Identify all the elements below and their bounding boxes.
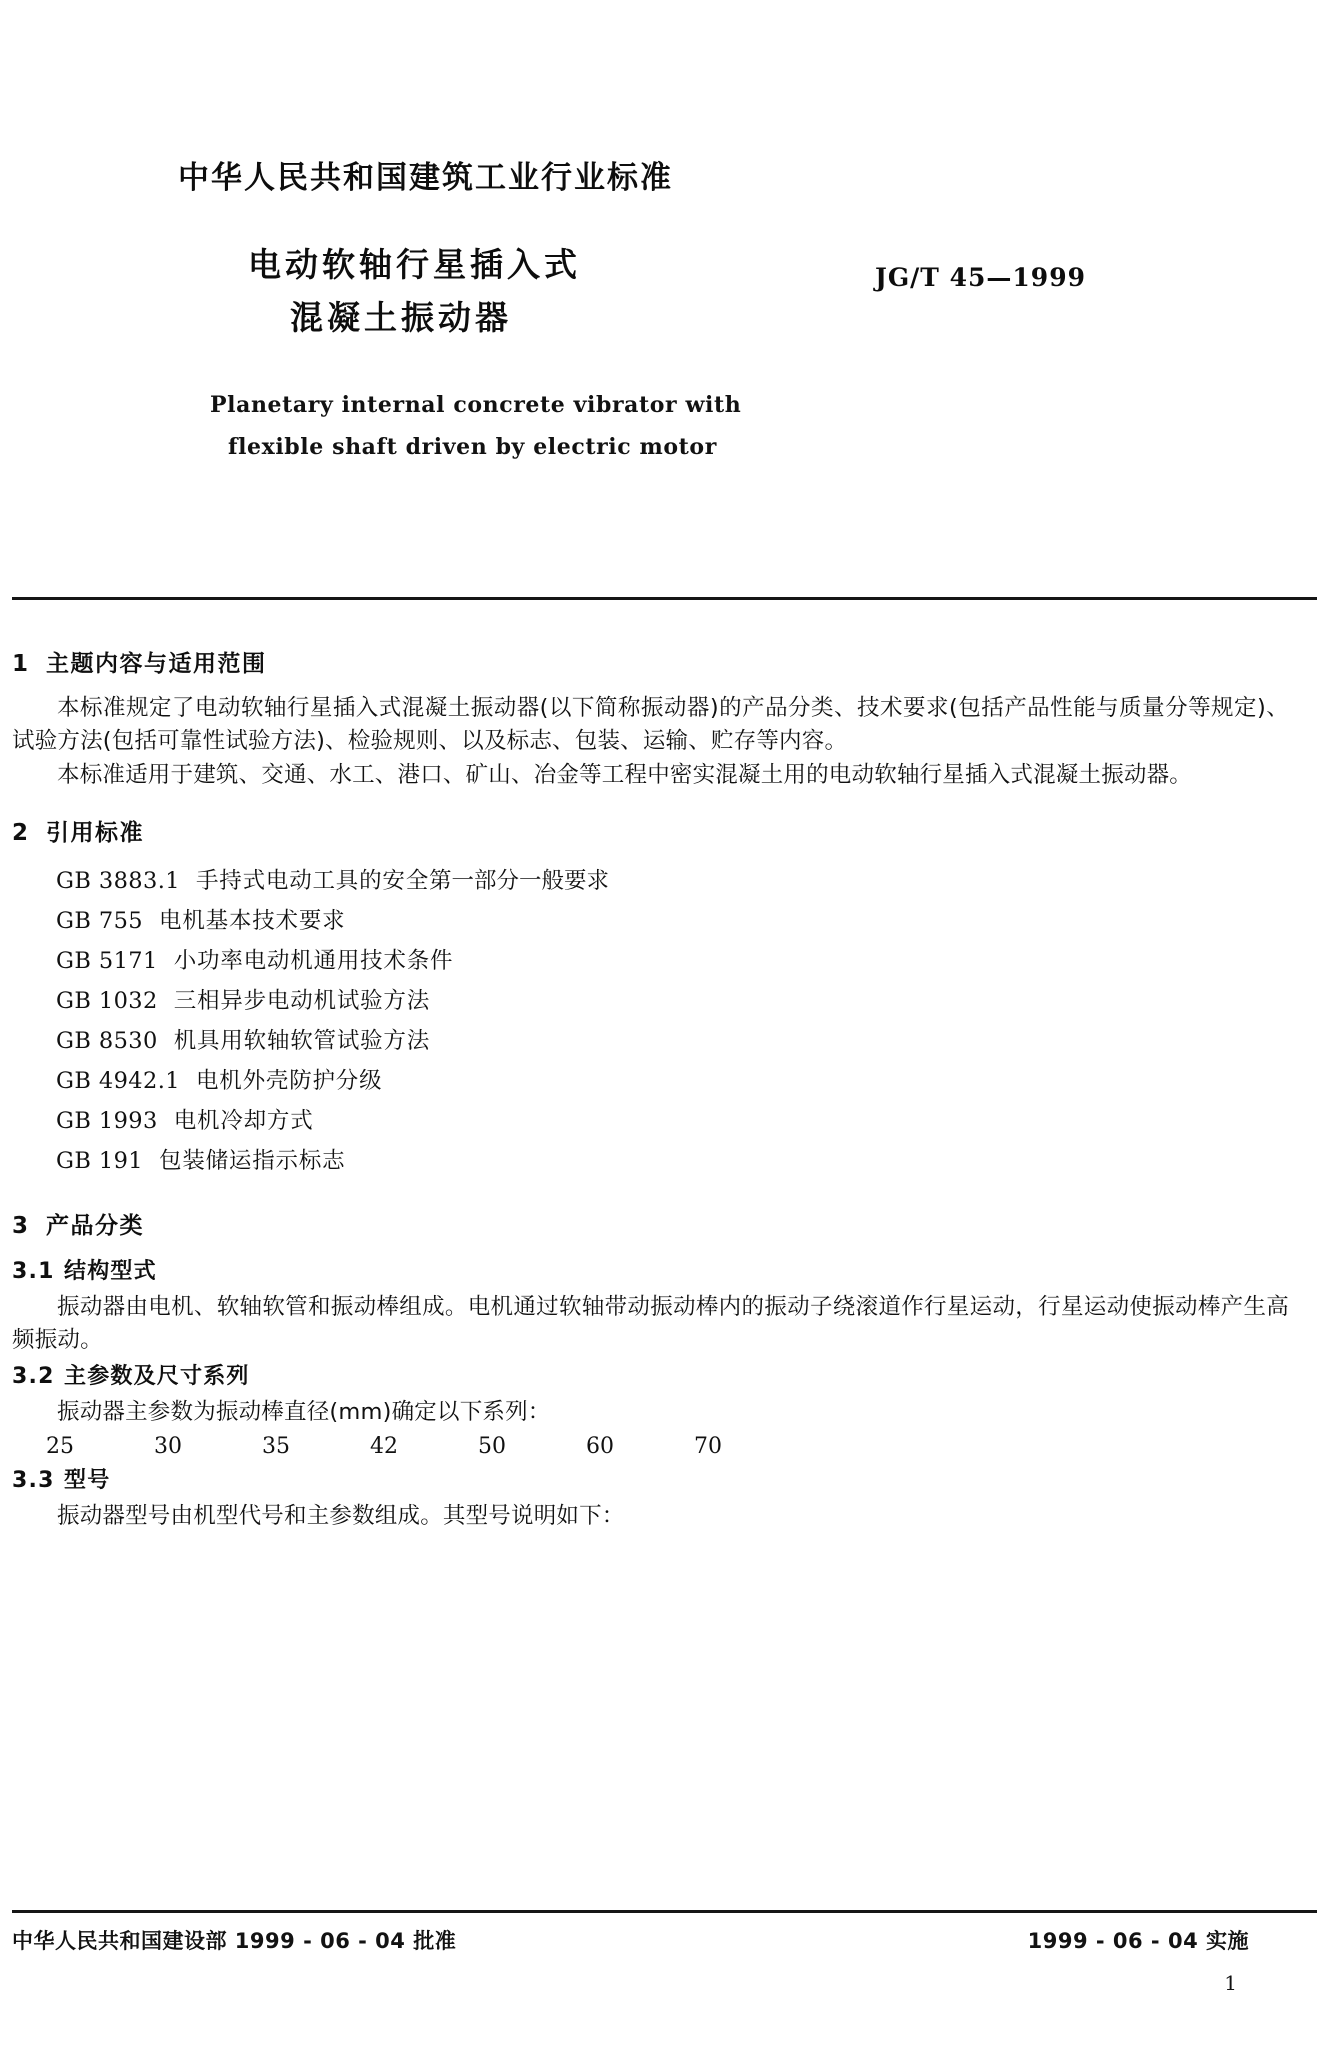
reference-item <box>56 941 1329 981</box>
page-footer <box>0 1925 1329 2025</box>
reference-code: GB 755 <box>56 907 144 934</box>
document-title-line2: 混凝土振动器 <box>290 297 512 337</box>
document-title-line1: 电动软轴行星插入式 <box>248 245 581 285</box>
title-row <box>0 239 1329 369</box>
diameter-value: 25 <box>46 1434 74 1460</box>
reference-code: GB 8530 <box>56 1028 158 1055</box>
section-3-3-number: 3.3 <box>12 1468 55 1494</box>
english-title-line1: Planetary internal concrete vibrator with <box>210 392 742 419</box>
diameter-value: 50 <box>478 1434 506 1460</box>
reference-item <box>56 1101 1329 1141</box>
diameter-value: 42 <box>370 1434 398 1460</box>
english-title-line2: flexible shaft driven by electric motor <box>228 433 717 460</box>
referenced-standards-list <box>0 861 1329 1181</box>
reference-part: 第一部分 <box>429 867 520 894</box>
section-3-heading <box>12 1207 1329 1240</box>
reference-name: 电机冷却方式 <box>173 1108 314 1135</box>
section-3-2-heading <box>12 1359 1329 1390</box>
section-3-2-paragraph: 振动器主参数为振动棒直径(mm)确定以下系列： <box>57 1398 551 1425</box>
reference-item <box>56 901 1329 941</box>
section-3-3-heading <box>12 1463 1329 1494</box>
reference-item <box>56 1021 1329 1061</box>
section-3-number: 3 <box>12 1213 30 1240</box>
reference-code: GB 4942.1 <box>56 1068 180 1095</box>
reference-item <box>56 1061 1329 1101</box>
section-2-title: 引用标准 <box>46 819 144 846</box>
section-3-3-paragraph: 振动器型号由机型代号和主参数组成。其型号说明如下： <box>57 1503 625 1530</box>
reference-extra: 一般要求 <box>519 867 610 894</box>
diameter-value: 35 <box>262 1434 290 1460</box>
section-1-heading <box>12 645 1329 678</box>
reference-item <box>56 981 1329 1021</box>
diameter-value: 70 <box>694 1434 722 1460</box>
reference-name: 三相异步电动机试验方法 <box>173 988 431 1015</box>
implementation-date: 1999 - 06 - 04 实施 <box>1027 1929 1249 1953</box>
diameter-value: 60 <box>586 1434 614 1460</box>
section-3-1-title: 结构型式 <box>64 1259 157 1285</box>
diameter-series-row <box>0 1434 1329 1459</box>
diameter-value: 30 <box>154 1434 182 1460</box>
national-standard-header: 中华人民共和国建筑工业行业标准 <box>178 160 673 196</box>
section-1-title: 主题内容与适用范围 <box>46 651 267 677</box>
approval-statement: 中华人民共和国建设部 1999 - 06 - 04 批准 <box>12 1929 457 1953</box>
section-3-title: 产品分类 <box>46 1213 144 1240</box>
section-2-number: 2 <box>12 819 30 846</box>
section-3-2-title: 主参数及尺寸系列 <box>64 1363 250 1389</box>
reference-name: 电机基本技术要求 <box>159 907 346 934</box>
page-number: 1 <box>1224 1971 1237 1995</box>
section-3-1-paragraph: 振动器由电机、软轴软管和振动棒组成。电机通过软轴带动振动棒内的振动子绕滚道作行星运动，行星运动使振动棒产生高频振动。 <box>12 1294 1289 1353</box>
reference-code: GB 191 <box>56 1148 144 1175</box>
reference-code: GB 1993 <box>56 1108 158 1135</box>
section-3-2-number: 3.2 <box>12 1363 55 1389</box>
section-2-heading <box>12 814 1329 847</box>
document-title <box>248 239 581 345</box>
reference-code: GB 1032 <box>56 988 158 1015</box>
header-divider-rule <box>12 597 1317 600</box>
reference-name: 电机外壳防护分级 <box>196 1068 383 1095</box>
document-body <box>0 645 1329 1535</box>
section-1-number: 1 <box>12 651 30 677</box>
reference-name: 包装储运指示标志 <box>159 1148 346 1175</box>
section-1-paragraph-1: 本标准规定了电动软轴行星插入式混凝土振动器(以下简称振动器)的产品分类、技术要求(包括产品性能与质量分等规定)、试验方法(包括可靠性试验方法)、检验规则、以及标志、包装、运输、贮存等内容。 <box>12 695 1289 754</box>
reference-name: 机具用软轴软管试验方法 <box>173 1028 431 1055</box>
section-3-1-number: 3.1 <box>12 1259 55 1285</box>
footer-divider-rule <box>12 1910 1317 1913</box>
cover-block <box>0 160 1329 469</box>
english-title <box>210 385 1329 469</box>
reference-item <box>56 861 1329 901</box>
reference-item <box>56 1141 1329 1181</box>
section-1-paragraph-2: 本标准适用于建筑、交通、水工、港口、矿山、冶金等工程中密实混凝土用的电动软轴行星插入式混凝土振动器。 <box>57 762 1193 789</box>
reference-code: GB 5171 <box>56 947 158 974</box>
section-3-1-heading <box>12 1254 1329 1285</box>
reference-name: 小功率电动机通用技术条件 <box>173 947 454 974</box>
reference-code: GB 3883.1 <box>56 867 180 894</box>
section-3-3-title: 型号 <box>64 1468 111 1494</box>
standard-number: JG/T 45—1999 <box>875 263 1086 293</box>
reference-name: 手持式电动工具的安全 <box>196 867 430 894</box>
